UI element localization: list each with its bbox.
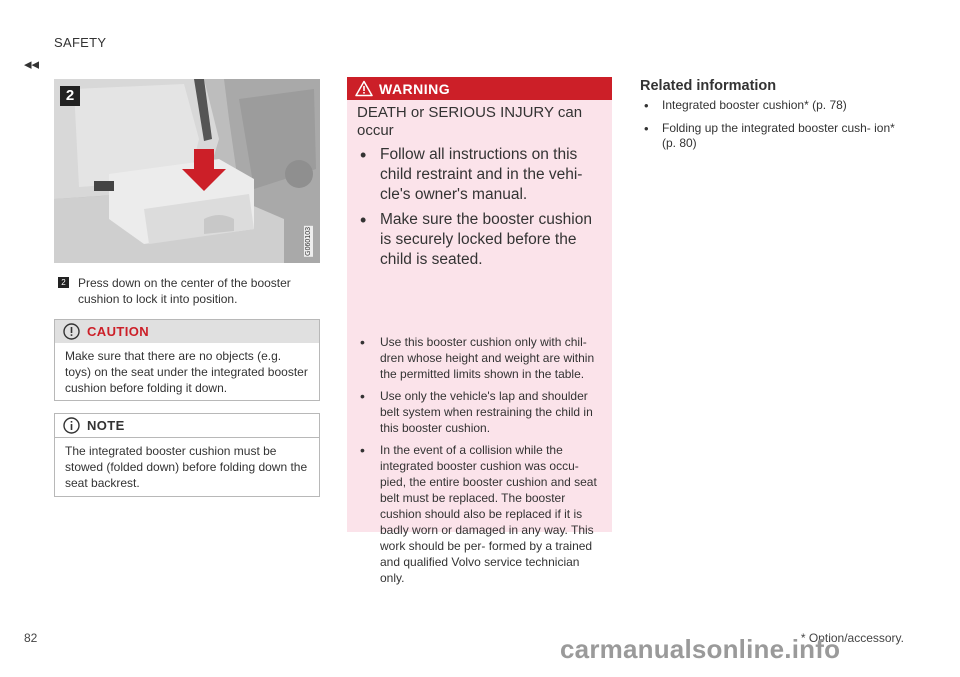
list-item: • Use only the vehicle's lap and shoulder belt system when restraining the child in this booster cushion. — [357, 388, 607, 436]
note-title: NOTE — [87, 418, 125, 433]
caution-text: Make sure that there are no objects (e.g. toys) on the seat under the integrated booster cushion before folding it down. — [65, 349, 308, 395]
figure-step-number: 2 — [60, 86, 80, 106]
page-number: 82 — [24, 631, 38, 645]
related-links — [640, 98, 910, 151]
step-text: Press down on the center of the booster cushion to lock it into position. — [78, 276, 291, 306]
warning-lead: DEATH or SERIOUS INJURY can occur — [357, 104, 583, 139]
note-text: The integrated booster cushion must be stowed (folded down) before folding down the seat backrest. — [65, 444, 308, 490]
step-marker: 2 — [58, 277, 69, 288]
caution-header — [55, 320, 319, 343]
info-icon — [63, 417, 80, 439]
list-item: • In the event of a collision while the integrated booster cushion was occu- pied, the entire booster cushion and seat belt must be replaced. The booster cushion should also be replaced if it is badly worn or damaged in any way. This work should be per- formed by a trained and qualified Volvo service technician only. — [357, 442, 607, 586]
image-code: G060103 — [305, 227, 312, 256]
related-link-integrated-booster[interactable]: • Integrated booster cushion* (p. 78) — [640, 98, 910, 113]
caution-icon — [63, 323, 80, 345]
back-nav-arrows[interactable]: ◂◂ — [24, 56, 40, 73]
caution-title: CAUTION — [87, 324, 150, 339]
step-caption — [58, 275, 320, 307]
list-item: • Follow all instructions on this child restraint and in the vehi- cle's owner's manual. — [357, 145, 607, 205]
caution-box — [54, 319, 320, 401]
list-item: • Use this booster cushion only with chil- dren whose height and weight are within the permitted limits shown in the table. — [357, 334, 607, 382]
watermark: carmanualsonline.info — [560, 634, 841, 664]
note-header — [55, 414, 319, 438]
section-header: SAFETY — [54, 35, 107, 50]
related-heading: Related information — [640, 78, 777, 94]
warning-box — [347, 77, 612, 585]
footnote: * Option/accessory. — [800, 631, 904, 645]
warning-header — [347, 77, 612, 100]
booster-cushion-photo — [54, 79, 320, 263]
warning-main-list — [357, 145, 607, 275]
warning-triangle-icon — [355, 80, 373, 102]
related-information — [640, 78, 910, 159]
note-box — [54, 413, 320, 497]
list-item: • Make sure the booster cushion is securely locked before the child is seated. — [357, 210, 607, 270]
warning-detail-list — [357, 334, 607, 592]
related-link-folding-up[interactable]: • Folding up the integrated booster cush- ion* (p. 80) — [640, 121, 910, 151]
warning-title: WARNING — [379, 81, 451, 97]
